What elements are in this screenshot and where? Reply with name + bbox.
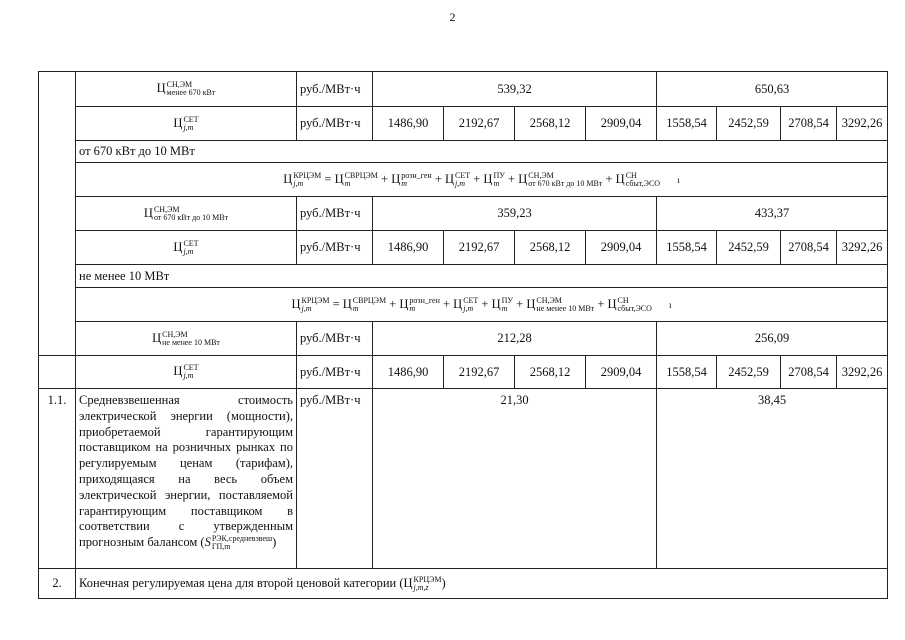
symbol-superscript: СЕТ — [183, 238, 199, 248]
table-row — [39, 322, 888, 356]
tariff-value: 2708,54 — [781, 107, 837, 141]
symbol-main: Ц — [173, 115, 183, 130]
table-row — [39, 389, 888, 569]
tariff-value: 1486,90 — [373, 356, 444, 389]
symbol-main: Ц — [173, 239, 183, 254]
value-first-half: 359,23 — [373, 197, 657, 231]
table-row — [39, 72, 888, 107]
formula-superscript: СВРЦЭМ — [344, 170, 378, 180]
formula-subscript: m — [501, 303, 508, 313]
value-first-half: 539,32 — [373, 72, 657, 107]
unit-cell: руб./МВт·ч — [297, 356, 373, 389]
formula-superscript: СН,ЭМ — [536, 295, 562, 305]
tariff-value: 3292,26 — [837, 356, 888, 389]
tariff-value: 2192,67 — [444, 356, 515, 389]
formula-superscript: КРЦЭМ — [301, 295, 330, 305]
section-label: от 670 кВт до 10 МВт — [76, 141, 888, 163]
tariff-value: 2568,12 — [515, 356, 586, 389]
unit-cell: руб./МВт·ч — [297, 231, 373, 265]
tariff-value: 3292,26 — [837, 231, 888, 265]
symbol-superscript: СН,ЭМ — [162, 329, 188, 339]
item-number: 2. — [39, 569, 76, 599]
price-symbol — [404, 576, 442, 592]
value-first-half: 21,30 — [373, 389, 657, 569]
tariff-value: 2708,54 — [781, 356, 837, 389]
formula-subscript: сбыт,ЭСО — [625, 178, 661, 188]
tariff-value: 2192,67 — [444, 107, 515, 141]
tariff-value: 2568,12 — [515, 231, 586, 265]
tariff-value: 2708,54 — [781, 231, 837, 265]
tariff-value: 2452,59 — [717, 231, 781, 265]
unit-cell: руб./МВт·ч — [297, 389, 373, 569]
table-row — [39, 231, 888, 265]
symbol-cell — [76, 231, 297, 265]
value-first-half: 212,28 — [373, 322, 657, 356]
symbol-superscript: СЕТ — [183, 363, 199, 372]
tariff-value: 1558,54 — [657, 107, 717, 141]
table-row — [39, 141, 888, 163]
symbol-subscript: менее 670 кВт — [166, 88, 216, 97]
formula-superscript: ПУ — [501, 295, 514, 305]
tariff-value: 2452,59 — [717, 107, 781, 141]
formula-superscript: розн_ген — [409, 295, 440, 305]
symbol-superscript: СЕТ — [183, 114, 199, 124]
item-number: 1.1. — [39, 389, 76, 569]
symbol-subscript: j,m — [183, 371, 194, 380]
formula-subscript: от 670 кВт до 10 МВт — [528, 178, 603, 188]
number-cell — [39, 72, 76, 356]
symbol-superscript: РЭК,средневзвеш — [211, 534, 273, 544]
formula-cell — [76, 163, 888, 197]
tariff-value: 1558,54 — [657, 356, 717, 389]
symbol-superscript: СН,ЭМ — [153, 204, 180, 214]
formula-cell — [76, 288, 888, 322]
formula-subscript: j,m — [293, 178, 304, 188]
table-row — [39, 107, 888, 141]
price-symbol — [157, 81, 216, 97]
formula-subscript: сбыт,ЭСО — [617, 303, 652, 313]
item-text: Средневзвешенная стоимость электрической энергии (мощности), приобретаемой гарантирующим поставщиком на розничных рынках по регулируемым ценам (тарифам), приходящаяся на весь объем электрической энергии, поставляемой гарантирующим поставщиком в соответствии с утвержденным прогнозным балансом — [79, 393, 293, 550]
unit-cell: руб./МВт·ч — [297, 107, 373, 141]
formula-subscript: m — [493, 178, 500, 188]
table-row — [39, 356, 888, 389]
symbol-cell — [76, 322, 297, 356]
price-symbol — [173, 240, 198, 256]
table-row — [39, 569, 888, 599]
price-symbol — [205, 535, 273, 551]
formula-superscript: СЕТ — [455, 170, 471, 180]
table-row — [39, 163, 888, 197]
formula-superscript: СВРЦЭМ — [352, 295, 387, 305]
page-number: 2 — [449, 10, 456, 24]
price-symbol — [152, 331, 220, 347]
formula-subscript: j,m — [463, 303, 474, 313]
unit-cell: руб./МВт·ч — [297, 72, 373, 107]
price-symbol — [173, 364, 198, 380]
tariff-value: 2568,12 — [515, 107, 586, 141]
tariff-value: 2452,59 — [717, 356, 781, 389]
value-second-half: 433,37 — [657, 197, 888, 231]
tariff-value: 1558,54 — [657, 231, 717, 265]
symbol-main: Ц — [403, 575, 413, 590]
symbol-subscript: j,m,z — [413, 582, 429, 592]
symbol-main: Ц — [156, 81, 166, 95]
symbol-subscript: не менее 10 МВт — [162, 337, 220, 347]
formula-superscript: СН — [625, 170, 637, 180]
table-row — [39, 288, 888, 322]
symbol-subscript: от 670 кВт до 10 МВт — [153, 212, 229, 222]
tariff-value: 1486,90 — [373, 231, 444, 265]
symbol-main: Ц — [173, 364, 183, 378]
price-symbol — [144, 206, 228, 222]
symbol-main: S — [204, 535, 211, 550]
symbol-subscript: j,m — [183, 246, 194, 256]
symbol-cell — [76, 356, 297, 389]
formula-superscript: СН — [617, 295, 629, 305]
formula-superscript: СН,ЭМ — [528, 170, 554, 180]
value-second-half: 256,09 — [657, 322, 888, 356]
symbol-superscript: СН,ЭМ — [166, 80, 193, 89]
section-label: не менее 10 МВт — [76, 265, 888, 288]
item-description: Конечная регулируемая цена для второй ценовой категории ( Ц КРЦЭМ j,m,z ) — [76, 569, 888, 599]
symbol-main: Ц — [152, 330, 162, 345]
formula-superscript: ПУ — [493, 170, 505, 180]
formula-superscript: КРЦЭМ — [293, 170, 322, 180]
item-description: Средневзвешенная стоимость электрической энергии (мощности), приобретаемой гарантирующим поставщиком на розничных рынках по регулируемым ценам (тарифам), приходящаяся на весь объем электрической энергии, поставляемой гарантирующим поставщиком в соответствии с утвержденным прогнозным балансом ( S РЭК,средневзвеш ГП,m ) — [76, 389, 297, 569]
formula-symbol: Ц — [291, 296, 301, 311]
formula-subscript: m — [352, 303, 359, 313]
scan-mark: ı — [677, 174, 680, 185]
table-row — [39, 197, 888, 231]
formula-subscript: m — [401, 178, 408, 188]
tariff-value: 2909,04 — [586, 356, 657, 389]
tariff-value: 2192,67 — [444, 231, 515, 265]
unit-cell: руб./МВт·ч — [297, 322, 373, 356]
tariff-value: 2909,04 — [586, 107, 657, 141]
formula-symbol: Ц — [283, 171, 293, 186]
formula-subscript: j,m — [455, 178, 466, 188]
item-text: Конечная регулируемая цена для второй ценовой категории — [79, 575, 397, 590]
scan-mark: ı — [669, 299, 672, 310]
formula: Ц КРЦЭМ j,m = Ц СВРЦЭМ m + Ц розн_ген m + Ц СЕТ j,m + Ц ПУ m + Ц СН,ЭМ не менее 10 МВт + Ц СН сбыт,ЭСО — [291, 295, 652, 313]
formula-subscript: не менее 10 МВт — [536, 303, 595, 313]
tariff-value: 2909,04 — [586, 231, 657, 265]
formula-subscript: m — [409, 303, 416, 313]
price-symbol — [173, 116, 198, 132]
formula-superscript: розн_ген — [401, 170, 432, 180]
tariff-table — [38, 71, 888, 599]
symbol-cell — [76, 197, 297, 231]
number-cell — [39, 356, 76, 389]
formula-subscript: j,m — [301, 303, 312, 313]
symbol-subscript: j,m — [183, 122, 194, 132]
formula-subscript: m — [344, 178, 351, 188]
value-second-half: 650,63 — [657, 72, 888, 107]
formula-superscript: СЕТ — [463, 295, 479, 305]
symbol-superscript: КРЦЭМ — [413, 574, 442, 584]
symbol-subscript: ГП,m — [211, 542, 231, 552]
tariff-value: 3292,26 — [837, 107, 888, 141]
symbol-cell — [76, 107, 297, 141]
symbol-main: Ц — [143, 205, 153, 220]
unit-cell: руб./МВт·ч — [297, 197, 373, 231]
tariff-value: 1486,90 — [373, 107, 444, 141]
formula: Ц КРЦЭМ j,m = Ц СВРЦЭМ m + Ц розн_ген m + Ц СЕТ j,m + Ц ПУ m + Ц СН,ЭМ от 670 кВт до 10 МВт + Ц СН сбыт,ЭСО — [283, 170, 661, 188]
value-second-half: 38,45 — [657, 389, 888, 569]
table-row — [39, 265, 888, 288]
symbol-cell — [76, 72, 297, 107]
